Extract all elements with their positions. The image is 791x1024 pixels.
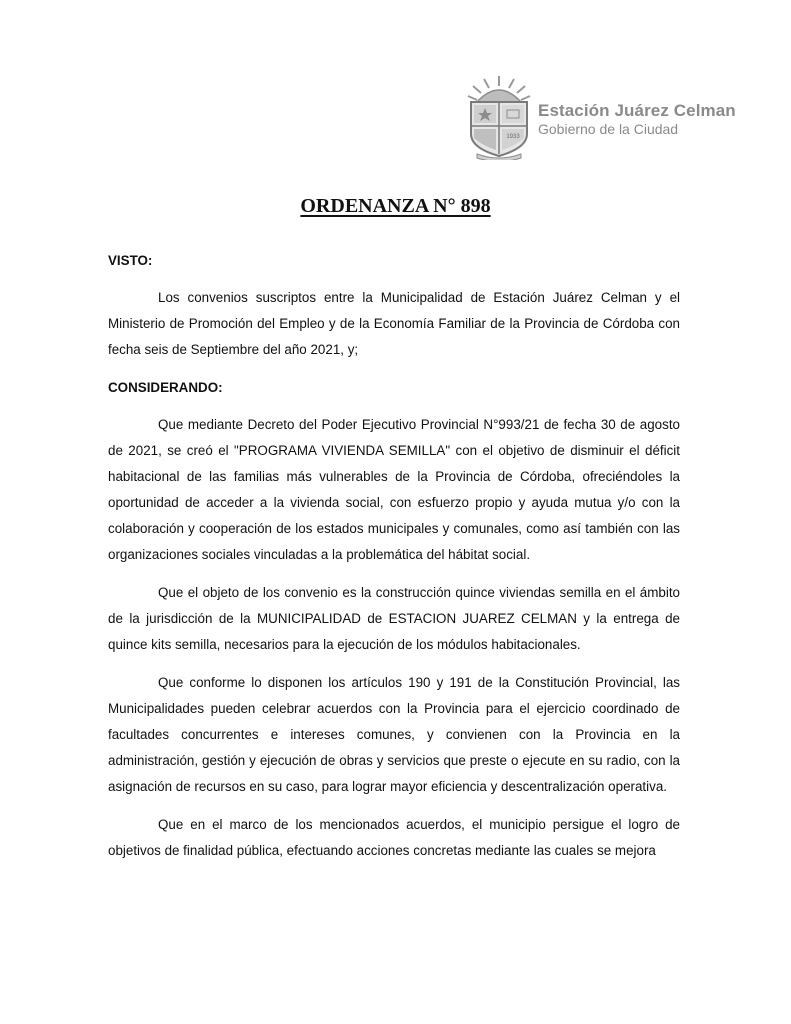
- considerando-paragraph-3: Que conforme lo disponen los artículos 190 y 191 de la Constitución Provincial, las Municipalidades pueden celebrar acuerdos con la Provincia para el ejercicio coordinado de facultades concurrentes e intereses comunes, y convienen con la Provincia en la administración, gestión y ejecución de obras y servicios que preste o ejecute en su radio, con la asignación de recursos en su caso, para lograr mayor eficiencia y descentralización operativa.: [108, 675, 680, 794]
- organization-name: Estación Juárez Celman: [538, 101, 736, 120]
- considerando-paragraph-1: Que mediante Decreto del Poder Ejecutivo Provincial N°993/21 de fecha 30 de agosto de 2021, se creó el "PROGRAMA VIVIENDA SEMILLA" con el objetivo de disminuir el déficit habitacional de las familias más vulnerables de la Provincia de Córdoba, ofreciéndoles la oportunidad de acceder a la vivienda social, con esfuerzo propio y ayuda mutua y/o con la colaboración y cooperación de los estados municipales y comunales, como así también con las organizaciones sociales vinculadas a la problemática del hábitat social.: [108, 417, 680, 562]
- document-title: ORDENANZA N° 898: [300, 195, 491, 217]
- municipal-crest-logo: [463, 72, 535, 160]
- visto-heading: VISTO:: [108, 253, 153, 268]
- considerando-paragraph-4: Que en el marco de los mencionados acuerdos, el municipio persigue el logro de objetivos de finalidad pública, efectuando acciones concretas mediante las cuales se mejora: [108, 817, 680, 858]
- organization-subtitle: Gobierno de la Ciudad: [538, 121, 679, 137]
- considerando-paragraph-2: Que el objeto de los convenio es la construcción quince viviendas semilla en el ámbito de la jurisdicción de la MUNICIPALIDAD de ESTACION JUAREZ CELMAN y la entrega de quince kits semilla, necesarios para la ejecución de los módulos habitacionales.: [108, 585, 680, 652]
- considerando-heading: CONSIDERANDO:: [108, 380, 223, 395]
- visto-paragraph: Los convenios suscriptos entre la Municipalidad de Estación Juárez Celman y el Ministerio de Promoción del Empleo y de la Economía Familiar de la Provincia de Córdoba con fecha seis de Septiembre del año 2021, y;: [108, 290, 680, 357]
- organization-name-block: [538, 101, 736, 138]
- svg-text:1933: 1933: [506, 134, 520, 140]
- document-body: [108, 248, 680, 864]
